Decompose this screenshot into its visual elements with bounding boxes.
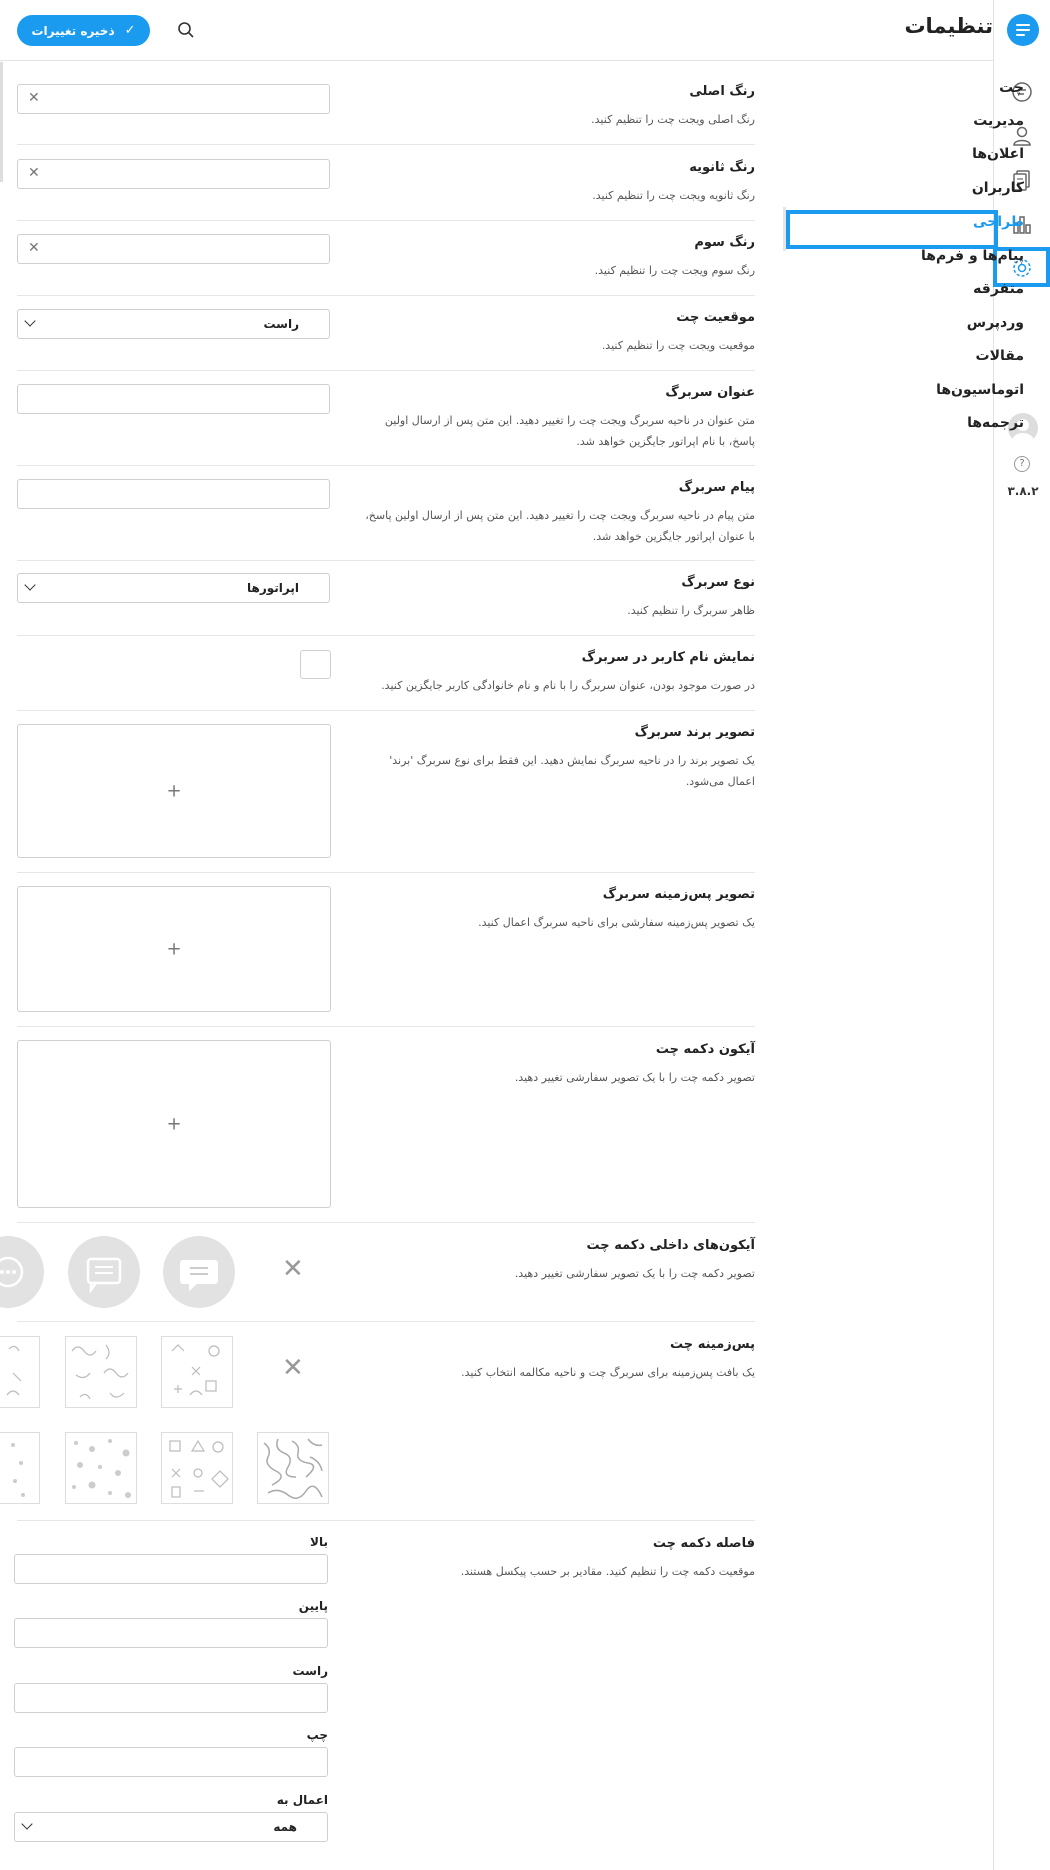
divider xyxy=(17,295,755,296)
message-option-icon[interactable] xyxy=(68,1236,140,1308)
version-label: ۳.۸.۲ xyxy=(1007,484,1039,498)
divider xyxy=(17,370,755,371)
tertiary-color-desc: رنگ سوم ویجت چت را تنظیم کنید. xyxy=(594,264,755,277)
sidebar-item-notifications[interactable]: اعلان‌ها xyxy=(972,146,1024,162)
pattern-maze-option[interactable] xyxy=(257,1432,329,1504)
sidebar-item-admin[interactable]: مدیریت xyxy=(973,113,1024,129)
primary-color-label: رنگ اصلی xyxy=(689,84,755,99)
apply-to-label: اعمال به xyxy=(276,1793,328,1807)
clear-icon[interactable]: ✕ xyxy=(28,165,40,181)
apply-to-select[interactable] xyxy=(14,1812,328,1842)
header-type-value: اپراتورها xyxy=(247,581,299,595)
sidebar-item-messages-forms[interactable]: پیام‌ها و فرم‌ها xyxy=(920,248,1024,264)
page-title: تنظیمات xyxy=(904,14,993,38)
dots-option-icon[interactable] xyxy=(0,1236,44,1308)
header-message-input[interactable] xyxy=(17,479,330,509)
offset-label: فاصله دکمه چت xyxy=(652,1536,755,1551)
pattern-partial-option[interactable] xyxy=(0,1336,40,1408)
divider xyxy=(17,710,755,711)
search-icon[interactable] xyxy=(177,21,195,39)
divider xyxy=(17,144,755,145)
chevron-down-icon xyxy=(21,1818,32,1829)
header-bg-image-upload[interactable] xyxy=(17,886,331,1012)
chat-button-icon-desc: تصویر دکمه چت را با یک تصویر سفارشی تغییر دهید. xyxy=(514,1071,755,1084)
chat-button-icon-label: آیکون دکمه چت xyxy=(655,1042,755,1057)
plus-icon: + xyxy=(166,1113,182,1135)
header-title-desc: متن عنوان در ناحیه سربرگ ویجت چت را تغییر دهید. این متن پس از ارسال اولین پاسخ، با نام اپراتور جایگزین خواهد شد. xyxy=(384,414,755,448)
secondary-color-label: رنگ ثانویه xyxy=(689,160,755,175)
position-label: موقعیت چت xyxy=(676,310,755,325)
offset-top-label: بالا xyxy=(310,1535,328,1549)
brand-image-desc: یک تصویر برند را در ناحیه سربرگ نمایش دهید. این فقط برای نوع سربرگ 'برند' اعمال می‌شود. xyxy=(389,754,755,788)
pattern-dots-option[interactable] xyxy=(65,1432,137,1504)
divider xyxy=(17,1222,755,1223)
chat-background-label: پس‌زمینه چت xyxy=(670,1337,755,1352)
offset-right-label: راست xyxy=(292,1664,328,1678)
offset-bottom-input[interactable] xyxy=(14,1618,328,1648)
design-highlight xyxy=(786,210,998,249)
divider xyxy=(17,635,755,636)
divider xyxy=(17,1520,755,1521)
content-scrollbar[interactable] xyxy=(0,62,3,182)
primary-color-desc: رنگ اصلی ویجت چت را تنظیم کنید. xyxy=(591,113,755,126)
offset-top-input[interactable] xyxy=(14,1554,328,1584)
divider xyxy=(17,560,755,561)
divider xyxy=(17,465,755,466)
chat-bubble-option-icon[interactable] xyxy=(163,1236,235,1308)
clear-icon[interactable]: ✕ xyxy=(28,240,40,256)
position-select[interactable] xyxy=(17,309,330,339)
check-icon: ✓ xyxy=(124,23,136,38)
header-title-label: عنوان سربرگ xyxy=(665,385,755,400)
tertiary-color-label: رنگ سوم xyxy=(694,235,755,250)
chevron-down-icon xyxy=(24,579,35,590)
sidebar-item-users[interactable]: کاربران xyxy=(971,180,1024,196)
inner-icons-label: آیکون‌های داخلی دکمه چت xyxy=(586,1238,755,1253)
none-icon[interactable]: ✕ xyxy=(282,1353,304,1383)
divider xyxy=(17,872,755,873)
sidebar-item-misc[interactable]: متفرقه xyxy=(973,281,1024,297)
sidebar-item-translations[interactable]: ترجمه‌ها xyxy=(967,415,1024,431)
secondary-color-input[interactable] xyxy=(17,159,330,189)
save-button[interactable] xyxy=(17,15,150,46)
divider xyxy=(17,220,755,221)
pattern-geometric-option[interactable] xyxy=(161,1432,233,1504)
sidebar-item-automations[interactable]: اتوماسیون‌ها xyxy=(936,382,1024,398)
position-desc: موقعیت ویجت چت را تنظیم کنید. xyxy=(601,339,755,352)
pattern-dots-partial-option[interactable] xyxy=(0,1432,40,1504)
inner-icons-desc: تصویر دکمه چت را با یک تصویر سفارشی تغییر دهید. xyxy=(514,1267,755,1280)
header-message-desc: متن پیام در ناحیه سربرگ ویجت چت را تغییر دهید. این متن پس از ارسال اولین پاسخ، با عنوان اپراتور جایگزین خواهد شد. xyxy=(365,509,755,543)
save-button-label: ذخیره تغییرات xyxy=(31,23,115,38)
primary-color-input[interactable] xyxy=(17,84,330,114)
sidebar-item-wordpress[interactable]: وردپرس xyxy=(966,315,1024,331)
show-user-name-label: نمایش نام کاربر در سربرگ xyxy=(581,650,755,665)
sidebar-item-chat[interactable]: چت xyxy=(999,80,1024,96)
pattern-squiggle-option[interactable] xyxy=(65,1336,137,1408)
none-icon[interactable]: ✕ xyxy=(282,1254,304,1284)
offset-bottom-label: پایین xyxy=(298,1599,328,1613)
brand-image-label: تصویر برند سربرگ xyxy=(634,725,755,740)
brand-image-upload[interactable] xyxy=(17,724,331,858)
header-title-input[interactable] xyxy=(17,384,330,414)
divider xyxy=(17,1026,755,1027)
header-type-label: نوع سربرگ xyxy=(681,575,755,590)
divider xyxy=(17,1321,755,1322)
chat-background-desc: یک بافت پس‌زمینه برای سربرگ چت و ناحیه مکالمه انتخاب کنید. xyxy=(461,1366,755,1379)
pattern-shapes-option[interactable] xyxy=(161,1336,233,1408)
header-type-select[interactable] xyxy=(17,573,330,603)
offset-left-input[interactable] xyxy=(14,1747,328,1777)
app-logo-icon[interactable] xyxy=(1007,14,1039,46)
chat-button-icon-upload[interactable] xyxy=(17,1040,331,1208)
chevron-down-icon xyxy=(24,315,35,326)
help-icon[interactable]: ? xyxy=(1014,456,1030,472)
show-user-name-checkbox[interactable] xyxy=(300,650,331,679)
tertiary-color-input[interactable] xyxy=(17,234,330,264)
sidebar-item-design[interactable]: طراحی xyxy=(973,214,1024,230)
position-value: راست xyxy=(263,317,299,331)
plus-icon: + xyxy=(166,780,182,802)
offset-desc: موقعیت دکمه چت را تنظیم کنید. مقادیر بر حسب پیکسل هستند. xyxy=(460,1565,755,1578)
plus-icon: + xyxy=(166,938,182,960)
header-type-desc: ظاهر سربرگ را تنظیم کنید. xyxy=(627,604,755,617)
header-bg-image-desc: یک تصویر پس‌زمینه سفارشی برای ناحیه سربرگ اعمال کنید. xyxy=(478,916,755,929)
header-bg-image-label: تصویر پس‌زمینه سربرگ xyxy=(602,887,755,902)
apply-to-value: همه xyxy=(273,1820,297,1834)
clear-icon[interactable]: ✕ xyxy=(28,90,40,106)
show-user-name-desc: در صورت موجود بودن، عنوان سربرگ را با نام و نام خانوادگی کاربر جایگزین کنید. xyxy=(381,679,755,692)
offset-right-input[interactable] xyxy=(14,1683,328,1713)
header-message-label: پیام سربرگ xyxy=(678,480,755,495)
offset-left-label: چپ xyxy=(306,1728,328,1742)
secondary-color-desc: رنگ ثانویه ویجت چت را تنظیم کنید. xyxy=(592,189,755,202)
sidebar-item-articles[interactable]: مقالات xyxy=(975,348,1024,364)
